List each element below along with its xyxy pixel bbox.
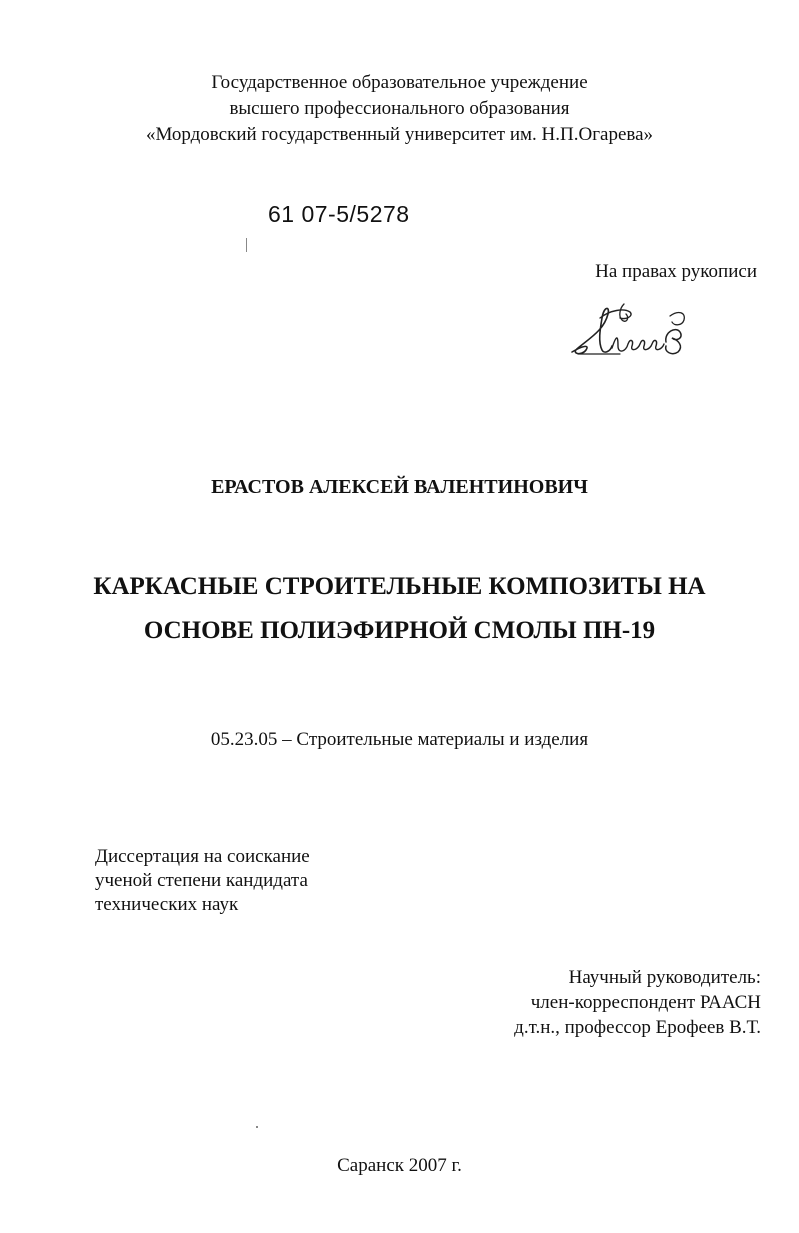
author-name: ЕРАСТОВ АЛЕКСЕЙ ВАЛЕНТИНОВИЧ [211,476,588,498]
title-line-1: КАРКАСНЫЕ СТРОИТЕЛЬНЫЕ КОМПОЗИТЫ НА [93,573,706,600]
degree-line-3: технических наук [95,894,239,915]
institution-line-2: высшего профессионального образования [229,98,570,119]
institution-header [0,70,799,148]
supervisor-name: д.т.н., профессор Ерофеев В.Т. [514,1017,761,1038]
place-year: Саранск 2007 г. [337,1155,462,1176]
supervisor-label: Научный руководитель: [568,967,761,988]
author-signature [560,296,700,366]
supervisor-block [514,965,761,1040]
dissertation-degree [95,845,310,917]
dissertation-title [0,565,799,653]
scan-speck [256,1126,258,1128]
archive-number: 61 07-5/5278 [268,201,410,227]
specialty-code: 05.23.05 – Строительные материалы и изделия [210,729,589,750]
supervisor-position: член-корреспондент РААСН [530,992,761,1013]
degree-line-2: ученой степени кандидата [95,870,308,891]
institution-line-1: Государственное образовательное учреждение [211,72,588,93]
institution-line-3: «Мордовский государственный университет им. Н.П.Огарева» [145,124,654,145]
degree-line-1: Диссертация на соискание [95,846,310,867]
title-line-2: ОСНОВЕ ПОЛИЭФИРНОЙ СМОЛЫ ПН-19 [143,617,656,644]
scan-speck [246,238,247,252]
rights-notice: На правах рукописи [595,261,757,282]
